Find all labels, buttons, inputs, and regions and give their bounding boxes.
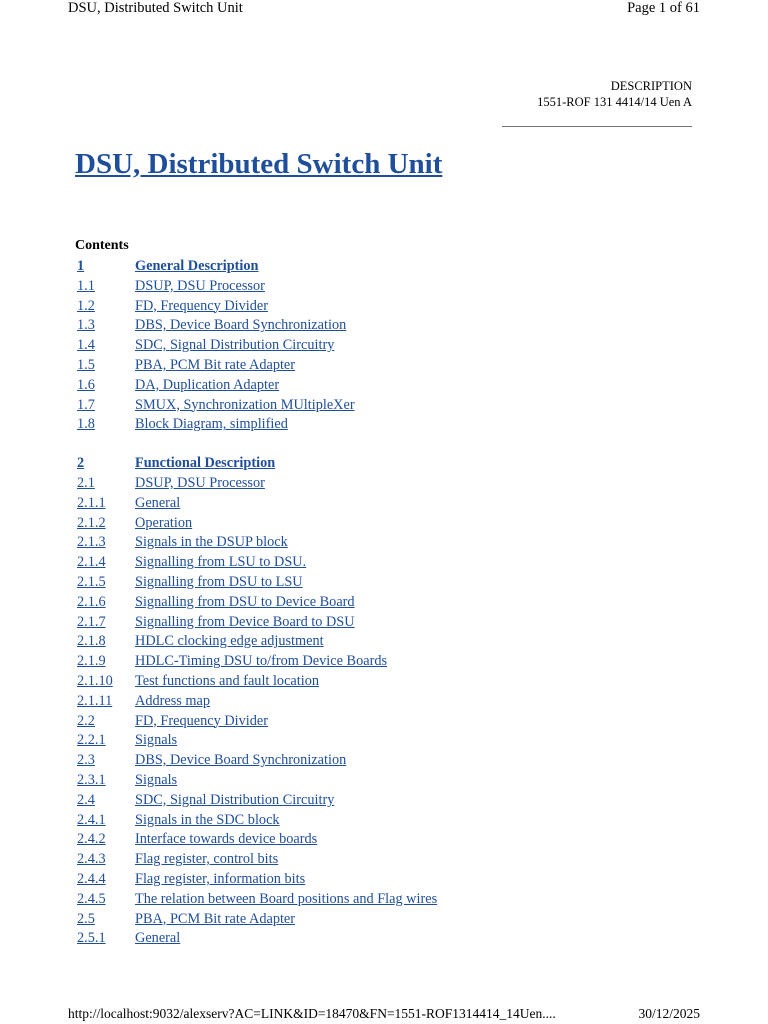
toc-entry-number-link[interactable]: 1.6 <box>77 376 95 393</box>
toc-entry <box>77 514 697 534</box>
toc-entry <box>77 553 697 573</box>
toc-entry-title-link[interactable]: Address map <box>135 692 211 709</box>
toc-entry-number-link[interactable]: 2.4.5 <box>77 890 106 907</box>
toc-entry-number-link[interactable]: 2.4.2 <box>77 831 106 848</box>
toc-entry-number-link[interactable]: 2.2.1 <box>77 732 106 749</box>
toc-entry-title-link[interactable]: SMUX, Synchronization MUltipleXer <box>135 396 355 413</box>
toc-entry-title-link[interactable]: PBA, PCM Bit rate Adapter <box>135 910 296 927</box>
toc-entry-title-link[interactable]: General <box>135 494 181 511</box>
toc-entry-title-link[interactable]: Signalling from DSU to Device Board <box>135 593 355 610</box>
table-of-contents <box>77 257 697 949</box>
toc-entry-number-link[interactable]: 2.1.11 <box>77 692 113 709</box>
toc-entry-number-link[interactable]: 2.1.2 <box>77 514 106 531</box>
contents-heading: Contents <box>75 238 129 253</box>
toc-entry-number-link[interactable]: 2.4.1 <box>77 811 106 828</box>
toc-entry <box>77 910 697 930</box>
toc-entry <box>77 929 697 949</box>
toc-entry-title-link[interactable]: Test functions and fault location <box>135 672 320 689</box>
toc-entry-number-link[interactable]: 2.1.5 <box>77 573 106 590</box>
toc-entry-number-link[interactable]: 2.5.1 <box>77 930 106 947</box>
toc-entry-title-link[interactable]: Functional Description <box>135 455 276 472</box>
toc-entry-title-link[interactable]: Signals in the SDC block <box>135 811 280 828</box>
toc-entry <box>77 494 697 514</box>
toc-entry <box>77 474 697 494</box>
toc-entry-number-link[interactable]: 2.3.1 <box>77 771 106 788</box>
toc-entry <box>77 454 697 474</box>
toc-entry-title-link[interactable]: SDC, Signal Distribution Circuitry <box>135 791 335 808</box>
document-number: 1551-ROF 131 4414/14 Uen A <box>537 95 692 109</box>
toc-entry <box>77 830 697 850</box>
document-meta <box>537 78 692 110</box>
toc-entry-title-link[interactable]: Signals <box>135 732 178 749</box>
toc-entry-number-link[interactable]: 2.1.7 <box>77 613 106 630</box>
toc-entry-number-link[interactable]: 2.1.3 <box>77 534 106 551</box>
toc-entry <box>77 692 697 712</box>
toc-entry-number-link[interactable]: 2.2 <box>77 712 95 729</box>
toc-entry <box>77 850 697 870</box>
toc-entry <box>77 415 697 435</box>
toc-entry <box>77 533 697 553</box>
toc-entry-number-link[interactable]: 1.3 <box>77 317 95 334</box>
toc-entry <box>77 257 697 277</box>
toc-entry <box>77 731 697 751</box>
toc-entry-title-link[interactable]: PBA, PCM Bit rate Adapter <box>135 356 296 373</box>
toc-entry-number-link[interactable]: 1.1 <box>77 277 95 294</box>
toc-entry-title-link[interactable]: Signalling from Device Board to DSU <box>135 613 355 630</box>
toc-entry <box>77 652 697 672</box>
toc-entry-title-link[interactable]: Flag register, control bits <box>135 851 279 868</box>
toc-entry-title-link[interactable]: FD, Frequency Divider <box>135 712 269 729</box>
toc-entry-title-link[interactable]: General Description <box>135 258 259 274</box>
toc-entry-title-link[interactable]: Interface towards device boards <box>135 831 318 848</box>
toc-entry-number-link[interactable]: 2.4 <box>77 791 95 808</box>
toc-entry <box>77 672 697 692</box>
toc-entry <box>77 771 697 791</box>
toc-entry <box>77 712 697 732</box>
toc-entry-number-link[interactable]: 2.4.4 <box>77 870 106 887</box>
toc-entry-number-link[interactable]: 2.1.1 <box>77 494 106 511</box>
toc-entry-title-link[interactable]: Flag register, information bits <box>135 870 306 887</box>
toc-entry <box>77 791 697 811</box>
page-title[interactable]: DSU, Distributed Switch Unit <box>75 148 443 180</box>
toc-entry <box>77 870 697 890</box>
toc-entry <box>77 297 697 317</box>
toc-entry-title-link[interactable]: DBS, Device Board Synchronization <box>135 752 347 769</box>
toc-entry <box>77 613 697 633</box>
toc-entry <box>77 811 697 831</box>
toc-entry-number-link[interactable]: 2.1 <box>77 474 95 491</box>
toc-entry-number-link[interactable]: 1.4 <box>77 337 95 354</box>
toc-entry-number-link[interactable]: 2.1.10 <box>77 672 113 689</box>
page-header <box>68 0 700 20</box>
toc-entry-title-link[interactable]: Signals <box>135 771 178 788</box>
toc-entry-number-link[interactable]: 2.4.3 <box>77 851 106 868</box>
toc-entry <box>77 356 697 376</box>
toc-entry <box>77 277 697 297</box>
footer-date: 30/12/2025 <box>638 1006 700 1021</box>
toc-entry-number-link[interactable]: 1.2 <box>77 297 95 314</box>
meta-divider <box>502 126 692 127</box>
toc-entry-number-link[interactable]: 1 <box>77 258 85 274</box>
toc-entry-title-link[interactable]: Operation <box>135 514 193 531</box>
toc-entry-number-link[interactable]: 2.5 <box>77 910 95 927</box>
toc-entry-title-link[interactable]: HDLC-Timing DSU to/from Device Boards <box>135 653 388 670</box>
toc-entry-title-link[interactable]: DA, Duplication Adapter <box>135 376 280 393</box>
toc-entry-number-link[interactable]: 2 <box>77 455 85 472</box>
toc-entry-title-link[interactable]: DBS, Device Board Synchronization <box>135 317 347 334</box>
toc-entry-title-link[interactable]: The relation between Board positions and Flag wires <box>135 890 438 907</box>
toc-entry-number-link[interactable]: 2.3 <box>77 752 95 769</box>
toc-entry <box>77 890 697 910</box>
toc-entry-title-link[interactable]: FD, Frequency Divider <box>135 297 269 314</box>
toc-entry <box>77 751 697 771</box>
toc-entry-number-link[interactable]: 2.1.6 <box>77 593 106 610</box>
toc-entry-number-link[interactable]: 2.1.8 <box>77 633 106 650</box>
header-page-number: Page 1 of 61 <box>627 0 700 16</box>
toc-entry <box>77 593 697 613</box>
toc-entry <box>77 336 697 356</box>
toc-entry <box>77 376 697 396</box>
toc-entry-title-link[interactable]: Signals in the DSUP block <box>135 534 288 551</box>
toc-entry <box>77 632 697 652</box>
footer-url: http://localhost:9032/alexserv?AC=LINK&ID=18470&FN=1551-ROF1314414_14Uen.... <box>68 1006 556 1021</box>
page-footer <box>68 1006 700 1024</box>
toc-entry-title-link[interactable]: Block Diagram, simplified <box>135 416 288 433</box>
header-document-title: DSU, Distributed Switch Unit <box>68 0 243 16</box>
toc-entry-title-link[interactable]: HDLC clocking edge adjustment <box>135 633 324 650</box>
toc-entry-title-link[interactable]: Signalling from DSU to LSU <box>135 573 303 590</box>
document-type: DESCRIPTION <box>610 79 692 93</box>
toc-entry-number-link[interactable]: 1.7 <box>77 396 95 413</box>
toc-entry-title-link[interactable]: Signalling from LSU to DSU. <box>135 554 307 571</box>
toc-entry <box>77 396 697 416</box>
toc-entry-number-link[interactable]: 1.5 <box>77 356 95 373</box>
toc-entry-number-link[interactable]: 1.8 <box>77 416 95 433</box>
toc-entry-title-link[interactable]: DSUP, DSU Processor <box>135 474 265 491</box>
toc-entry-title-link[interactable]: DSUP, DSU Processor <box>135 277 265 294</box>
toc-entry-title-link[interactable]: General <box>135 930 181 947</box>
toc-entry-number-link[interactable]: 2.1.9 <box>77 653 106 670</box>
toc-entry-title-link[interactable]: SDC, Signal Distribution Circuitry <box>135 337 335 354</box>
toc-entry <box>77 316 697 336</box>
toc-entry <box>77 573 697 593</box>
toc-entry-number-link[interactable]: 2.1.4 <box>77 554 106 571</box>
